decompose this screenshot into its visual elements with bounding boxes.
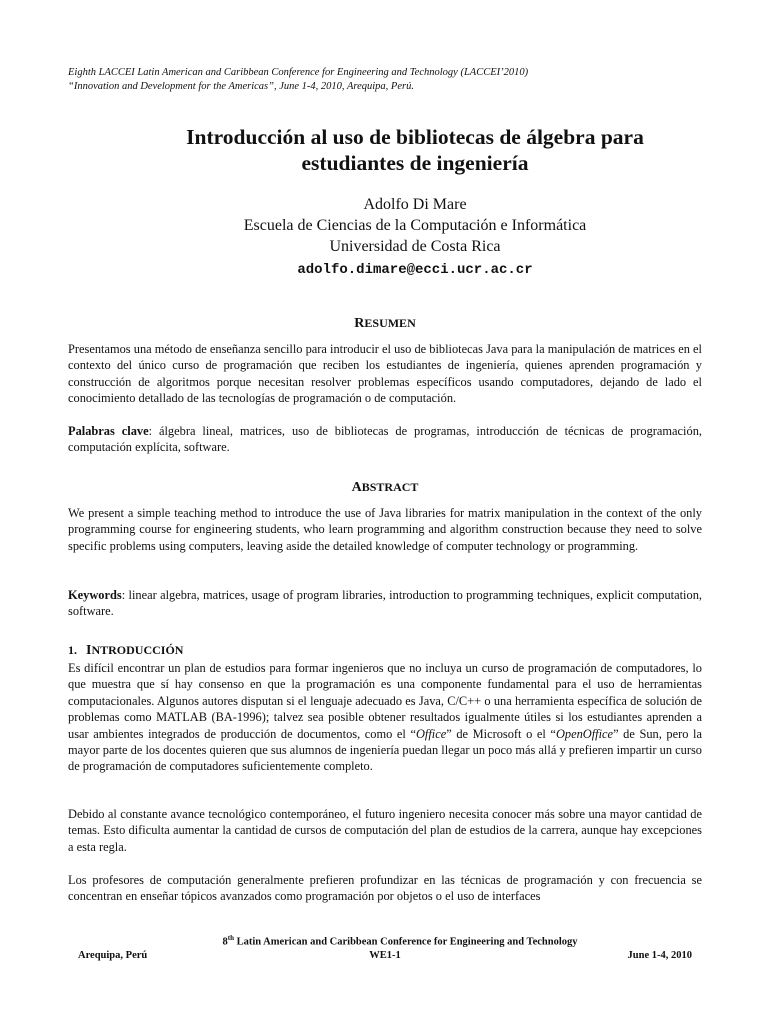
paper-title-line1: Introducción al uso de bibliotecas de álgebra para: [186, 125, 644, 149]
intro-heading: 1. INTRODUCCIÓN: [68, 643, 184, 658]
keywords-label: Keywords: [68, 588, 122, 602]
paper-title: [100, 124, 730, 176]
author-email: adolfo.dimare@ecci.ucr.ac.cr: [297, 262, 533, 278]
palabras-clave-label: Palabras clave: [68, 424, 149, 438]
abstract-heading: ABSTRACT: [351, 480, 419, 495]
author-department: Escuela de Ciencias de la Computación e Informática: [243, 217, 587, 234]
openoffice-term: OpenOffice: [555, 726, 614, 741]
footer-place: Arequipa, Perú: [78, 950, 148, 961]
footer-date: June 1-4, 2010: [627, 950, 692, 961]
conference-header: [68, 66, 528, 94]
resumen-heading: RESUMEN: [354, 316, 416, 331]
palabras-clave: [68, 423, 702, 456]
keywords: [68, 587, 702, 620]
paper-title-line2: estudiantes de ingeniería: [301, 151, 529, 175]
resumen-text: Presentamos una método de enseñanza sencillo para introducir el uso de bibliotecas Java para la manipulación de matrices en el contexto del único curso de programación que reciben los estudiantes de ingeniería, quienes aprenden programación y construcción de algoritmos porque necesitan resolver problemas específicos usando computadores, dejando de lado el conocimiento detallado de las tecnologías de programación o de computación.: [68, 342, 702, 406]
author-block: [100, 194, 730, 257]
palabras-clave-text: : álgebra lineal, matrices, uso de bibliotecas de programas, introducción de técnicas de programación, computación explícita, software.: [68, 424, 702, 455]
office-term: Office: [415, 726, 447, 741]
intro-paragraph-1: Es difícil encontrar un plan de estudios para formar ingenieros que no incluya un curso de programación de computadores, lo que muestra que sí hay consenso en que la programación es una componente fundamental para el uso de herramientas computacionales. Algunos autores disputan si el lenguaje adecuado es Java, C/C++ o una herramienta específica de solución de problemas como MATLAB (BA-1996); talvez sea posible obtener resultados igualmente útiles si los estudiantes aprenden a usar ambientes integrados de producción de documentos, como el “Office” de Microsoft o el “OpenOffice” de Sun, pero la mayor parte de los docentes quieren que sus alumnos de ingeniería puedan llegar un poco más allá y prefieren impartir un curso de programación de computadores suficientemente completo.: [68, 661, 702, 774]
intro-paragraph-3: Los profesores de computación generalmente prefieren profundizar en las técnicas de programación y con frecuencia se concentran en enseñar tópicos avanzados como programación por objetos o el uso de interfaces: [68, 873, 702, 904]
conference-header-line2: “Innovation and Development for the Americas”, June 1-4, 2010, Arequipa, Perú.: [68, 81, 414, 92]
abstract-text: We present a simple teaching method to introduce the use of Java libraries for matrix manipulation in the context of the only programming course for engineering students, who learn programming and algorithm construction because they need to solve specific problems using computers, leaving aside the detailed knowledge of computer technology or programming.: [68, 506, 702, 553]
author-name: Adolfo Di Mare: [363, 196, 467, 213]
footer-conference: 8th Latin American and Caribbean Conference for Engineering and Technology: [222, 934, 578, 948]
keywords-text: : linear algebra, matrices, usage of program libraries, introduction to programming techniques, explicit computation, software.: [68, 588, 702, 619]
author-university: Universidad de Costa Rica: [329, 238, 501, 255]
conference-header-line1: Eighth LACCEI Latin American and Caribbean Conference for Engineering and Technology (LACCEI’2010): [68, 67, 529, 78]
footer-page-number: WE1-1: [369, 950, 401, 961]
intro-paragraph-2: Debido al constante avance tecnológico contemporáneo, el futuro ingeniero necesita conocer más sobre una mayor cantidad de temas. Esto dificulta aumentar la cantidad de cursos de computación del plan de estudios de la carrera, aunque hay excepciones a esta regla.: [68, 807, 702, 854]
